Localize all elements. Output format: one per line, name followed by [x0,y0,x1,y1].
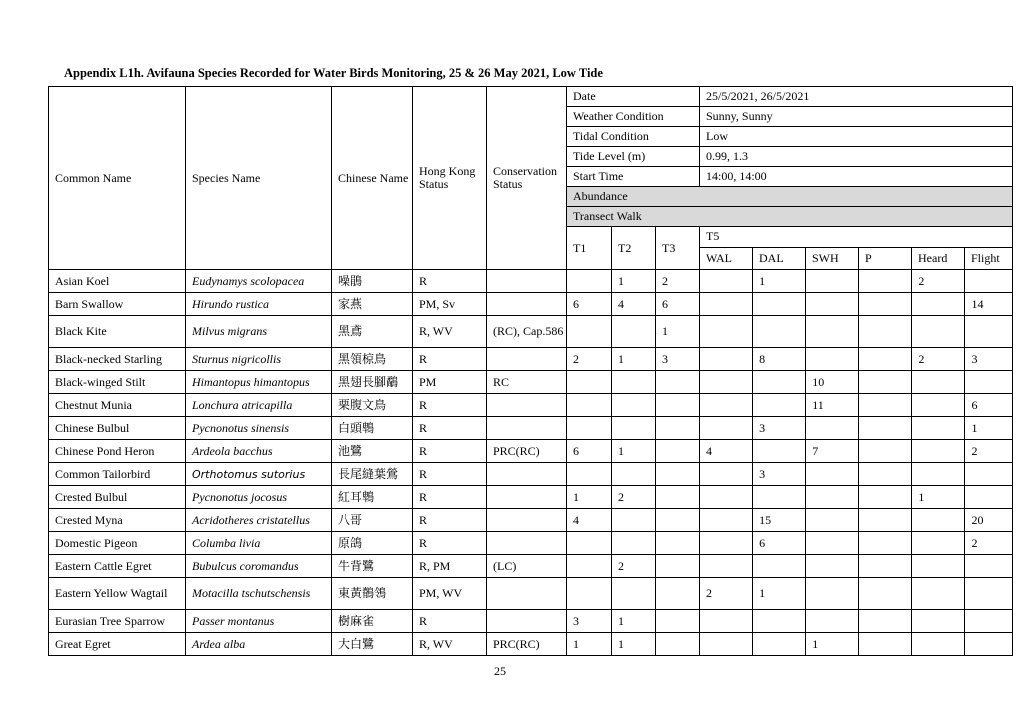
t5-col-flight: Flight [971,251,1000,265]
common-name: Chinese Bulbul [49,417,186,440]
count-t1: 4 [567,509,612,532]
count-swh: 10 [806,371,859,394]
info-value: 14:00, 14:00 [700,167,1013,187]
info-label: Start Time [567,167,700,187]
count-t3 [656,509,700,532]
count-heard [912,555,965,578]
common-name: Crested Bulbul [49,486,186,509]
conservation-status: PRC(RC) [487,440,567,463]
chinese-name: 紅耳鵯 [332,486,413,509]
info-value: 0.99, 1.3 [700,147,1013,167]
species-row [49,509,1013,532]
count-heard [912,440,965,463]
count-t3 [656,486,700,509]
count-wal [700,610,753,633]
chinese-name: 噪鵑 [332,270,413,293]
transect-walk-header: Transect Walk [567,207,1013,227]
species-row [49,440,1013,463]
species-row [49,270,1013,293]
count-wal [700,371,753,394]
t5-col-p: P [859,248,912,269]
conservation-status [487,394,567,417]
count-t3 [656,578,700,610]
conservation-status [487,578,567,610]
count-t1 [567,578,612,610]
count-t1: 6 [567,293,612,316]
species-name: Ardea alba [186,633,332,656]
species-row [49,610,1013,633]
count-t1 [567,463,612,486]
count-t2: 2 [612,486,656,509]
count-flight [965,555,1013,578]
count-t1 [567,417,612,440]
count-swh [806,532,859,555]
page-number: 25 [494,664,506,678]
conservation-status: RC [487,371,567,394]
conservation-status [487,348,567,371]
count-swh: 11 [806,394,859,417]
count-flight: 1 [965,417,1013,440]
count-heard [912,578,965,610]
count-p [859,348,912,371]
conservation-status [487,417,567,440]
count-swh: 7 [806,440,859,463]
count-wal [700,417,753,440]
count-dal [753,394,806,417]
common-name: Crested Myna [49,509,186,532]
count-p [859,532,912,555]
hk-status: R [413,463,487,486]
chinese-name: 黑領椋鳥 [332,348,413,371]
conservation-status: PRC(RC) [487,633,567,656]
count-heard [912,316,965,348]
count-t2 [612,394,656,417]
count-t1 [567,270,612,293]
hk-status: PM, WV [413,578,487,610]
count-t2 [612,509,656,532]
count-p [859,610,912,633]
count-t1: 2 [567,348,612,371]
hk-status: PM [413,371,487,394]
count-t2 [612,371,656,394]
count-dal [753,293,806,316]
species-name: Ardeola bacchus [186,440,332,463]
count-swh [806,463,859,486]
count-swh [806,417,859,440]
count-p [859,555,912,578]
hk-status: R [413,610,487,633]
chinese-name: 八哥 [332,509,413,532]
transect-header-t5 [700,227,1013,270]
info-value: Sunny, Sunny [700,107,1013,127]
conservation-status [487,610,567,633]
abundance-header: Abundance [567,187,1013,207]
info-label: Weather Condition [567,107,700,127]
species-name: Eudynamys scolopacea [186,270,332,293]
header-chinese-name: Chinese Name [332,87,413,270]
t5-col-heard: Heard [912,248,965,269]
common-name: Black-necked Starling [49,348,186,371]
count-dal: 3 [753,463,806,486]
info-label: Tidal Condition [567,127,700,147]
count-t3 [656,371,700,394]
count-dal [753,610,806,633]
hk-status: R [413,270,487,293]
species-name: Sturnus nigricollis [186,348,332,371]
count-t1 [567,555,612,578]
transect-header-t1: T1 [567,227,612,270]
count-dal: 8 [753,348,806,371]
count-p [859,633,912,656]
count-dal [753,555,806,578]
species-row [49,486,1013,509]
count-flight: 20 [965,509,1013,532]
count-t3 [656,555,700,578]
species-name: Pycnonotus sinensis [186,417,332,440]
species-name: Motacilla tschutschensis [186,578,332,610]
count-swh [806,555,859,578]
count-t2: 2 [612,555,656,578]
species-row [49,578,1013,610]
chinese-name: 白頭鵯 [332,417,413,440]
chinese-name: 黑翅長腳鷸 [332,371,413,394]
count-swh [806,578,859,610]
count-p [859,440,912,463]
count-t3: 1 [656,316,700,348]
species-row [49,463,1013,486]
hk-status: R, WV [413,633,487,656]
count-t1: 1 [567,486,612,509]
chinese-name: 樹麻雀 [332,610,413,633]
count-t2: 1 [612,610,656,633]
count-wal: 4 [700,440,753,463]
common-name: Barn Swallow [49,293,186,316]
count-wal [700,316,753,348]
count-dal [753,316,806,348]
species-row [49,348,1013,371]
hk-status: R, WV [413,316,487,348]
count-t2 [612,532,656,555]
count-t3 [656,532,700,555]
count-wal [700,532,753,555]
header-common-name: Common Name [49,87,186,270]
count-t3: 3 [656,348,700,371]
conservation-status [487,293,567,316]
conservation-status [487,509,567,532]
hk-status: PM, Sv [413,293,487,316]
count-t2: 1 [612,270,656,293]
chinese-name: 東黃鶺鴒 [332,578,413,610]
count-t1 [567,316,612,348]
count-wal [700,293,753,316]
species-row [49,633,1013,656]
count-heard [912,532,965,555]
count-flight [965,371,1013,394]
species-name: Himantopus himantopus [186,371,332,394]
t5-col-wal: WAL [700,248,753,269]
conservation-status: (RC), Cap.586 [487,316,567,348]
common-name: Eurasian Tree Sparrow [49,610,186,633]
count-p [859,509,912,532]
t5-col-dal: DAL [753,248,806,269]
common-name: Eastern Yellow Wagtail [49,578,186,610]
common-name: Asian Koel [49,270,186,293]
count-wal [700,463,753,486]
count-t3: 6 [656,293,700,316]
common-name: Common Tailorbird [49,463,186,486]
species-name: Bubulcus coromandus [186,555,332,578]
species-name: Hirundo rustica [186,293,332,316]
species-name: Milvus migrans [186,316,332,348]
conservation-status [487,532,567,555]
count-heard: 1 [912,486,965,509]
count-wal [700,348,753,371]
count-flight: 14 [965,293,1013,316]
count-heard: 2 [912,348,965,371]
count-flight: 6 [965,394,1013,417]
species-name: Columba livia [186,532,332,555]
count-dal: 1 [753,270,806,293]
chinese-name: 栗腹文鳥 [332,394,413,417]
species-row [49,555,1013,578]
count-dal: 6 [753,532,806,555]
chinese-name: 大白鷺 [332,633,413,656]
species-row [49,293,1013,316]
count-t2: 4 [612,293,656,316]
header-species-name: Species Name [186,87,332,270]
count-p [859,394,912,417]
species-name: Pycnonotus jocosus [186,486,332,509]
hk-status: R [413,486,487,509]
common-name: Domestic Pigeon [49,532,186,555]
species-name: Passer montanus [186,610,332,633]
common-name: Chestnut Munia [49,394,186,417]
count-wal [700,394,753,417]
count-dal [753,486,806,509]
count-flight: 2 [965,440,1013,463]
count-p [859,371,912,394]
hk-status: R [413,348,487,371]
count-flight [965,578,1013,610]
count-p [859,270,912,293]
count-heard [912,509,965,532]
species-row [49,394,1013,417]
common-name: Black Kite [49,316,186,348]
count-wal [700,633,753,656]
count-flight: 3 [965,348,1013,371]
count-swh [806,486,859,509]
species-row [49,316,1013,348]
count-t2 [612,463,656,486]
count-wal [700,486,753,509]
count-wal [700,270,753,293]
count-wal [700,509,753,532]
count-t1 [567,371,612,394]
count-swh [806,293,859,316]
count-t3 [656,463,700,486]
common-name: Black-winged Stilt [49,371,186,394]
species-row [49,532,1013,555]
count-p [859,316,912,348]
count-dal [753,440,806,463]
count-t2 [612,578,656,610]
count-t3 [656,417,700,440]
conservation-status: (LC) [487,555,567,578]
count-t1 [567,394,612,417]
count-t1: 3 [567,610,612,633]
hk-status: R [413,417,487,440]
count-p [859,417,912,440]
count-swh: 1 [806,633,859,656]
chinese-name: 黑鳶 [332,316,413,348]
chinese-name: 家燕 [332,293,413,316]
count-p [859,578,912,610]
species-row [49,417,1013,440]
count-p [859,463,912,486]
count-heard [912,610,965,633]
count-flight: 2 [965,532,1013,555]
count-t3 [656,610,700,633]
count-heard [912,394,965,417]
t5-label: T5 [706,229,720,243]
hk-status: R [413,440,487,463]
count-flight [965,633,1013,656]
count-heard [912,463,965,486]
count-t2 [612,316,656,348]
count-flight [965,316,1013,348]
count-swh [806,610,859,633]
count-t1: 1 [567,633,612,656]
count-swh [806,316,859,348]
count-t3 [656,440,700,463]
transect-header-t3: T3 [656,227,700,270]
chinese-name: 長尾縫葉鶯 [332,463,413,486]
count-heard: 2 [912,270,965,293]
count-heard [912,417,965,440]
chinese-name: 牛背鷺 [332,555,413,578]
common-name: Great Egret [49,633,186,656]
count-t2 [612,417,656,440]
count-flight [965,270,1013,293]
count-swh [806,509,859,532]
hk-status: R [413,394,487,417]
header-hk-status: Hong Kong Status [413,87,487,270]
species-name: Orthotomus sutorius [186,463,332,486]
info-value: Low [700,127,1013,147]
count-dal [753,633,806,656]
count-swh [806,348,859,371]
conservation-status [487,270,567,293]
count-t2: 1 [612,348,656,371]
common-name: Chinese Pond Heron [49,440,186,463]
common-name: Eastern Cattle Egret [49,555,186,578]
count-dal: 3 [753,417,806,440]
count-dal: 15 [753,509,806,532]
count-t3: 2 [656,270,700,293]
hk-status: R [413,532,487,555]
count-t2: 1 [612,633,656,656]
count-t2: 1 [612,440,656,463]
count-dal: 1 [753,578,806,610]
info-value: 25/5/2021, 26/5/2021 [700,87,1013,107]
count-heard [912,633,965,656]
count-t3 [656,394,700,417]
species-row [49,371,1013,394]
hk-status: R, PM [413,555,487,578]
count-p [859,486,912,509]
header-conservation-status: Conservation Status [487,87,567,270]
conservation-status [487,486,567,509]
count-wal [700,555,753,578]
appendix-title: Appendix L1h. Avifauna Species Recorded for Water Birds Monitoring, 25 & 26 May 2021, Low Tide [64,66,603,80]
count-p [859,293,912,316]
chinese-name: 池鷺 [332,440,413,463]
hk-status: R [413,509,487,532]
info-label: Tide Level (m) [567,147,700,167]
count-t1 [567,532,612,555]
chinese-name: 原鴿 [332,532,413,555]
info-label: Date [567,87,700,107]
species-name: Lonchura atricapilla [186,394,332,417]
count-swh [806,270,859,293]
count-dal [753,371,806,394]
conservation-status [487,463,567,486]
count-heard [912,371,965,394]
transect-header-t2: T2 [612,227,656,270]
count-wal: 2 [700,578,753,610]
count-t3 [656,633,700,656]
count-flight [965,610,1013,633]
t5-col-swh: SWH [806,248,859,269]
count-t1: 6 [567,440,612,463]
count-flight [965,486,1013,509]
count-heard [912,293,965,316]
species-name: Acridotheres cristatellus [186,509,332,532]
species-table [48,86,1013,656]
count-flight [965,463,1013,486]
